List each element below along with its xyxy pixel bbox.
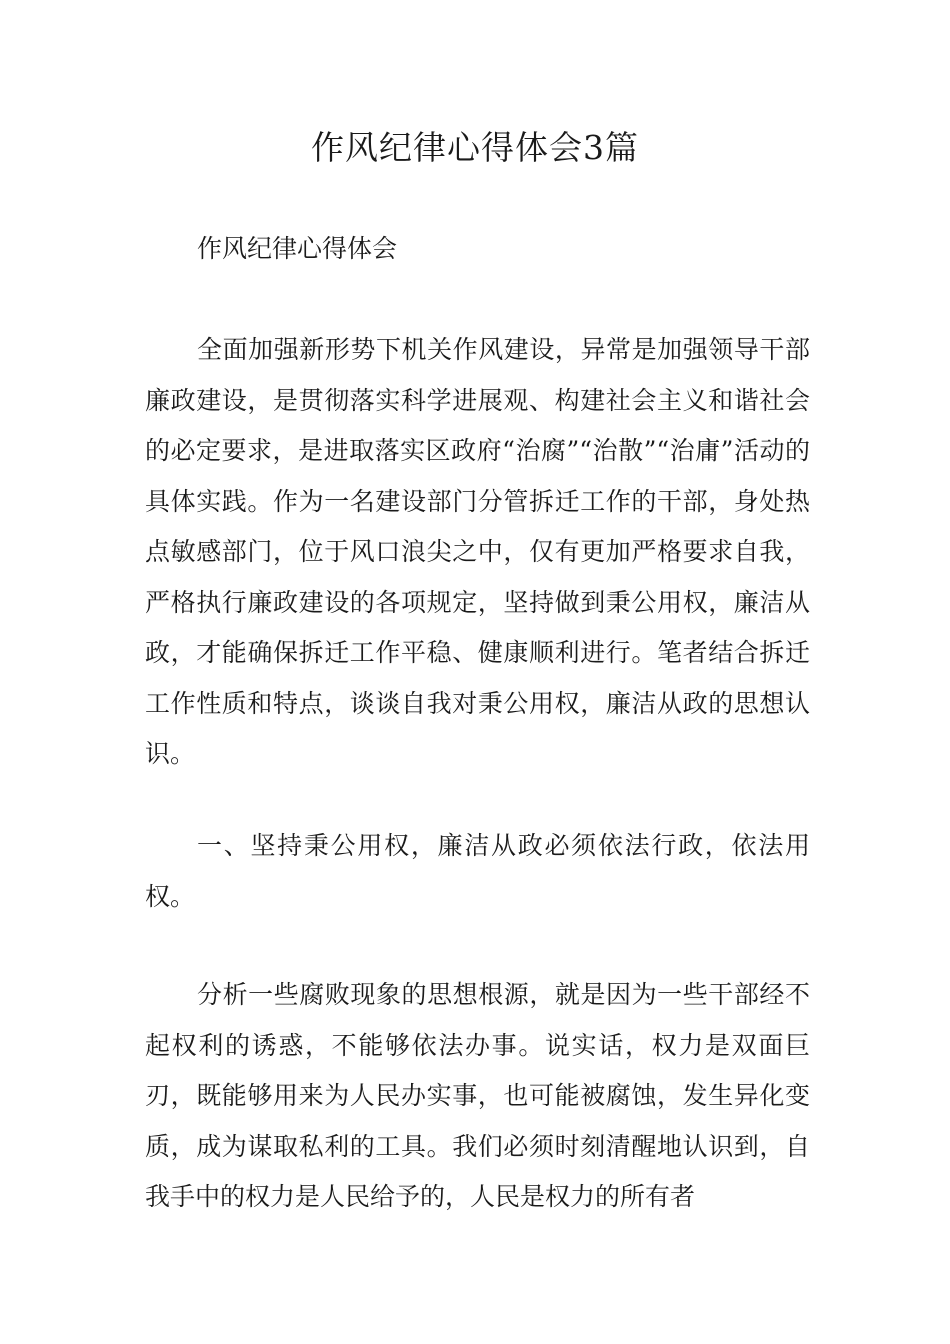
document-title: 作风纪律心得体会3篇: [311, 128, 639, 167]
section-subtitle: 作风纪律心得体会: [197, 234, 398, 263]
paragraph-analysis: 分析一些腐败现象的思想根源，就是因为一些干部经不起权利的诱惑，不能够依法办事。说实话，权力是双面巨刃，既能够用来为人民办实事，也可能被腐蚀，发生异化变质，成为谋取私利的工具。我们必须时刻清醒地认识到，自我手中的权力是人民给予的，人民是权力的所有者: [145, 980, 810, 1211]
paragraph-heading-one: 一、坚持秉公用权，廉洁从政必须依法行政，依法用权。: [145, 831, 810, 911]
paragraph-intro: 全面加强新形势下机关作风建设，异常是加强领导干部廉政建设，是贯彻落实科学进展观、构建社会主义和谐社会的必定要求，是进取落实区政府“治腐”“治散”“治庸”活动的具体实践。作为一名建设部门分管拆迁工作的干部，身处热点敏感部门，位于风口浪尖之中，仅有更加严格要求自我，严格执行廉政建设的各项规定，坚持做到秉公用权，廉洁从政，才能确保拆迁工作平稳、健康顺利进行。笔者结合拆迁工作性质和特点，谈谈自我对秉公用权，廉洁从政的思想认识。: [145, 335, 810, 768]
